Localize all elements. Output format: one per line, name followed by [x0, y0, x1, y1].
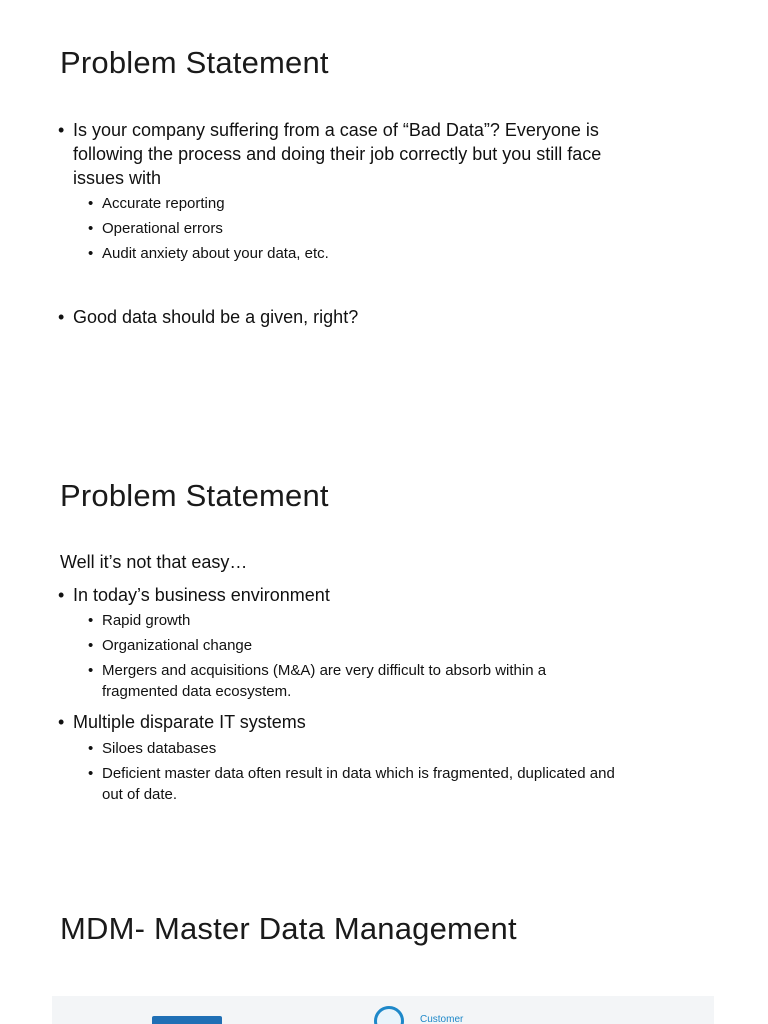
- sub-item-deficient-master-data: [88, 763, 728, 805]
- slide-1-bullet-2: • Good data should be a given, right?: [58, 305, 723, 329]
- mdm-figure: [52, 996, 714, 1024]
- slide-2-intro: Well it’s not that easy…: [60, 552, 248, 572]
- ma-line-2: fragmented data ecosystem.: [102, 683, 292, 700]
- slide-1-title: Problem Statement: [60, 45, 329, 80]
- bullet-1-line-2: following the process and doing their job correctly but you still face: [73, 144, 602, 164]
- sub-item-audit-anxiety: • Audit anxiety about your data, etc.: [88, 243, 728, 264]
- sub-item-accurate-reporting: • Accurate reporting: [88, 193, 728, 214]
- mdm-logo: [152, 1016, 222, 1024]
- bullet-1-line-1: • Is your company suffering from a case of “Bad Data”? Everyone is: [73, 120, 599, 140]
- ma-line-1: • Mergers and acquisitions (M&A) are very difficult to absorb within a: [102, 662, 547, 679]
- sub-item-siloes-databases: • Siloes databases: [88, 738, 728, 759]
- slide-2-bullet-2: • Multiple disparate IT systems: [58, 710, 723, 734]
- slide-2-title: Problem Statement: [60, 478, 329, 513]
- slide-1-bullet-1: [58, 118, 723, 190]
- sub-item-organizational-change: • Organizational change: [88, 635, 728, 656]
- slide-3-title: MDM- Master Data Management: [60, 911, 517, 946]
- bullet-1-line-3: issues with: [73, 168, 162, 188]
- customer-label: Customer: [420, 1014, 464, 1024]
- sub-item-mergers-acquisitions: [88, 660, 728, 702]
- sub-item-operational-errors: • Operational errors: [88, 218, 728, 239]
- deficient-line-1: • Deficient master data often result in data which is fragmented, duplicated and: [102, 765, 615, 782]
- slide-2-bullet-1: • In today’s business environment: [58, 583, 723, 607]
- customer-circle-icon: [374, 1006, 404, 1024]
- sub-item-rapid-growth: • Rapid growth: [88, 610, 728, 631]
- deficient-line-2: out of date.: [102, 786, 178, 803]
